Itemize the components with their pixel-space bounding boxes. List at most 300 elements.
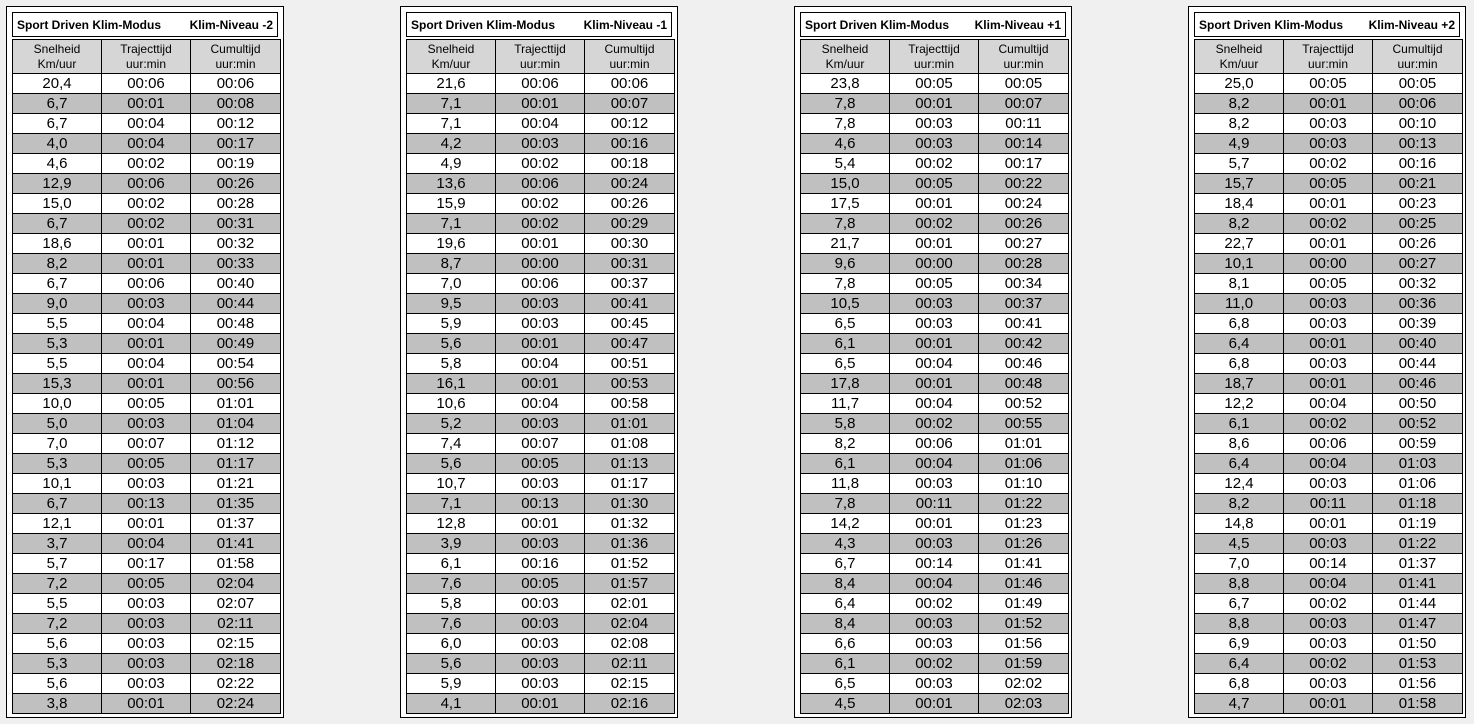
speed-cell: 7,2 [13, 614, 102, 634]
segment-time-cell: 00:01 [1284, 94, 1373, 114]
table-row [407, 154, 675, 174]
cumulative-time-cell: 01:21 [191, 474, 281, 494]
cumulative-time-cell: 00:37 [585, 274, 675, 294]
table-row [801, 434, 1069, 454]
speed-cell: 23,8 [801, 74, 890, 94]
cumulative-time-cell: 00:32 [191, 234, 281, 254]
segment-time-cell: 00:04 [890, 574, 979, 594]
speed-header-line1: Snelheid [427, 41, 475, 56]
table-row [13, 694, 281, 714]
table-row [407, 274, 675, 294]
speed-header [1195, 40, 1284, 74]
speed-cell: 17,8 [801, 374, 890, 394]
segment-time-cell: 00:07 [102, 434, 191, 454]
cumulative-time-cell: 00:34 [979, 274, 1069, 294]
segment-time-cell: 00:06 [890, 434, 979, 454]
segment-time-cell: 00:01 [1284, 194, 1373, 214]
speed-cell: 7,8 [801, 274, 890, 294]
speed-cell: 7,1 [407, 94, 496, 114]
cumulative-time-cell: 01:30 [585, 494, 675, 514]
segment-time-cell: 00:03 [1284, 534, 1373, 554]
segment-time-cell: 00:06 [102, 174, 191, 194]
table-row [801, 554, 1069, 574]
cumulative-time-cell: 00:52 [1373, 414, 1463, 434]
table-row [13, 614, 281, 634]
segment-time-cell: 00:05 [890, 274, 979, 294]
cumulative-time-cell: 00:48 [191, 314, 281, 334]
schedule-table [1194, 39, 1463, 714]
cumulative-time-cell: 00:26 [979, 214, 1069, 234]
speed-cell: 4,2 [407, 134, 496, 154]
speed-cell: 6,7 [13, 274, 102, 294]
cumulative-time-cell: 00:31 [585, 254, 675, 274]
segment-time-cell: 00:01 [1284, 694, 1373, 714]
table-row [407, 334, 675, 354]
table-row [407, 534, 675, 554]
segment-time-cell: 00:01 [890, 334, 979, 354]
cumulative-time-cell: 01:10 [979, 474, 1069, 494]
segment-time-cell: 00:02 [1284, 214, 1373, 234]
table-row [1195, 374, 1463, 394]
cumulative-time-cell: 02:15 [191, 634, 281, 654]
segment-time-cell: 00:04 [496, 354, 585, 374]
table-row [801, 354, 1069, 374]
table-row [13, 514, 281, 534]
panel-header [12, 12, 278, 37]
speed-cell: 11,0 [1195, 294, 1284, 314]
table-row [13, 434, 281, 454]
speed-cell: 5,8 [407, 594, 496, 614]
segment-time-cell: 00:02 [102, 214, 191, 234]
cumulative-time-cell: 01:26 [979, 534, 1069, 554]
speed-cell: 8,4 [801, 574, 890, 594]
table-row [801, 654, 1069, 674]
speed-cell: 4,9 [1195, 134, 1284, 154]
cumulative-time-cell: 00:06 [191, 74, 281, 94]
segment-time-cell: 00:03 [102, 674, 191, 694]
speed-cell: 6,4 [801, 594, 890, 614]
cumul-header-line1: Cumultijd [604, 41, 655, 56]
table-row [13, 354, 281, 374]
speed-cell: 7,8 [801, 114, 890, 134]
cumulative-time-cell: 00:05 [979, 74, 1069, 94]
segment-time-cell: 00:04 [890, 454, 979, 474]
speed-cell: 8,2 [801, 434, 890, 454]
cumulative-time-cell: 01:06 [979, 454, 1069, 474]
speed-cell: 9,6 [801, 254, 890, 274]
segment-time-cell: 00:04 [1284, 394, 1373, 414]
speed-cell: 7,8 [801, 94, 890, 114]
cumulative-time-cell: 00:17 [191, 134, 281, 154]
speed-cell: 5,6 [407, 454, 496, 474]
segment-time-cell: 00:13 [102, 494, 191, 514]
table-row [1195, 394, 1463, 414]
cumulative-time-cell: 01:01 [585, 414, 675, 434]
cumulative-time-cell: 01:57 [585, 574, 675, 594]
segment-time-cell: 00:05 [496, 574, 585, 594]
speed-cell: 6,1 [1195, 414, 1284, 434]
climb-level-label: Klim-Niveau -1 [583, 17, 667, 32]
cumulative-time-cell: 01:18 [1373, 494, 1463, 514]
cumulative-time-cell: 02:11 [191, 614, 281, 634]
table-row [801, 74, 1069, 94]
segment-time-cell: 00:03 [1284, 114, 1373, 134]
table-panel-klim-niveau-min2 [6, 6, 284, 718]
table-row [1195, 534, 1463, 554]
cumulative-time-cell: 00:10 [1373, 114, 1463, 134]
table-row [801, 514, 1069, 534]
segment-time-cell: 00:03 [496, 474, 585, 494]
speed-cell: 15,3 [13, 374, 102, 394]
cumulative-time-cell: 00:26 [191, 174, 281, 194]
speed-cell: 6,5 [801, 674, 890, 694]
segment-time-cell: 00:01 [890, 234, 979, 254]
speed-header-line2: Km/uur [431, 56, 471, 71]
segment-time-cell: 00:03 [890, 314, 979, 334]
segment-time-cell: 00:01 [102, 234, 191, 254]
table-row [13, 574, 281, 594]
cumulative-time-cell: 01:47 [1373, 614, 1463, 634]
segment-time-cell: 00:01 [102, 514, 191, 534]
segment-time-cell: 00:03 [102, 414, 191, 434]
segment-time-cell: 00:03 [1284, 314, 1373, 334]
cumulative-time-cell: 00:40 [191, 274, 281, 294]
segment-time-cell: 00:03 [496, 534, 585, 554]
speed-cell: 7,1 [407, 494, 496, 514]
table-row [13, 654, 281, 674]
speed-cell: 8,6 [1195, 434, 1284, 454]
cumulative-time-cell: 00:16 [585, 134, 675, 154]
table-row [407, 494, 675, 514]
cumulative-time-cell: 00:23 [1373, 194, 1463, 214]
speed-cell: 4,6 [13, 154, 102, 174]
cumulative-time-cell: 00:41 [585, 294, 675, 314]
speed-cell: 8,2 [1195, 94, 1284, 114]
segment-time-cell: 00:03 [102, 634, 191, 654]
table-row [801, 134, 1069, 154]
segment-time-cell: 00:03 [102, 474, 191, 494]
table-row [801, 174, 1069, 194]
table-row [1195, 234, 1463, 254]
table-row [801, 694, 1069, 714]
segment-header-line2: uur:min [1307, 56, 1348, 71]
speed-cell: 4,1 [407, 694, 496, 714]
table-row [801, 114, 1069, 134]
cumulative-time-cell: 02:08 [585, 634, 675, 654]
cumul-header-line2: uur:min [1003, 56, 1044, 71]
segment-time-cell: 00:03 [496, 594, 585, 614]
speed-cell: 6,7 [13, 114, 102, 134]
cumulative-time-cell: 01:56 [1373, 674, 1463, 694]
speed-cell: 7,0 [13, 434, 102, 454]
table-row [407, 394, 675, 414]
speed-cell: 16,1 [407, 374, 496, 394]
speed-header-line2: Km/uur [37, 56, 77, 71]
speed-cell: 15,0 [801, 174, 890, 194]
cumulative-time-cell: 01:41 [191, 534, 281, 554]
cumul-header-line2: uur:min [609, 56, 650, 71]
table-row [407, 254, 675, 274]
segment-time-cell: 00:04 [1284, 574, 1373, 594]
segment-time-cell: 00:03 [496, 414, 585, 434]
climb-level-label: Klim-Niveau -2 [189, 17, 273, 32]
table-row [13, 234, 281, 254]
cumulative-time-header [585, 40, 675, 74]
table-row [407, 634, 675, 654]
table-row [801, 634, 1069, 654]
table-row [1195, 434, 1463, 454]
segment-time-cell: 00:05 [890, 74, 979, 94]
table-row [1195, 354, 1463, 374]
table-row [801, 314, 1069, 334]
segment-time-cell: 00:13 [496, 494, 585, 514]
speed-cell: 10,7 [407, 474, 496, 494]
panel-header [1194, 12, 1460, 37]
segment-header-line1: Trajecttijd [514, 41, 566, 56]
table-row [13, 74, 281, 94]
table-row [407, 234, 675, 254]
table-row [13, 114, 281, 134]
speed-cell: 18,6 [13, 234, 102, 254]
speed-cell: 20,4 [13, 74, 102, 94]
speed-cell: 10,1 [1195, 254, 1284, 274]
speed-cell: 4,0 [13, 134, 102, 154]
segment-time-cell: 00:04 [102, 354, 191, 374]
cumulative-time-cell: 00:18 [585, 154, 675, 174]
table-row [801, 274, 1069, 294]
speed-header [801, 40, 890, 74]
table-row [1195, 694, 1463, 714]
speed-cell: 8,2 [1195, 114, 1284, 134]
segment-time-cell: 00:05 [496, 454, 585, 474]
speed-cell: 5,7 [1195, 154, 1284, 174]
table-row [407, 94, 675, 114]
cumulative-time-cell: 00:54 [191, 354, 281, 374]
speed-cell: 8,8 [1195, 574, 1284, 594]
speed-cell: 8,1 [1195, 274, 1284, 294]
table-row [801, 294, 1069, 314]
segment-time-cell: 00:02 [1284, 154, 1373, 174]
table-row [801, 494, 1069, 514]
table-row [407, 694, 675, 714]
segment-time-cell: 00:03 [890, 114, 979, 134]
speed-cell: 6,7 [13, 494, 102, 514]
speed-cell: 7,2 [13, 574, 102, 594]
cumulative-time-cell: 01:56 [979, 634, 1069, 654]
schedule-table [12, 39, 281, 714]
speed-cell: 7,1 [407, 114, 496, 134]
segment-time-cell: 00:01 [102, 374, 191, 394]
table-row [801, 194, 1069, 214]
cumulative-time-cell: 00:46 [1373, 374, 1463, 394]
table-panel-klim-niveau-plus1 [794, 6, 1072, 718]
segment-time-cell: 00:02 [496, 154, 585, 174]
cumulative-time-cell: 02:11 [585, 654, 675, 674]
segment-time-cell: 00:04 [1284, 454, 1373, 474]
speed-cell: 6,8 [1195, 314, 1284, 334]
cumulative-time-cell: 00:31 [191, 214, 281, 234]
table-row [407, 414, 675, 434]
cumulative-time-cell: 01:36 [585, 534, 675, 554]
cumulative-time-cell: 00:21 [1373, 174, 1463, 194]
segment-time-cell: 00:02 [496, 194, 585, 214]
speed-cell: 8,2 [1195, 214, 1284, 234]
segment-time-cell: 00:01 [890, 194, 979, 214]
cumulative-time-cell: 01:08 [585, 434, 675, 454]
speed-cell: 5,7 [13, 554, 102, 574]
speed-header-line1: Snelheid [1215, 41, 1263, 56]
segment-time-cell: 00:03 [102, 654, 191, 674]
speed-cell: 15,7 [1195, 174, 1284, 194]
segment-time-cell: 00:03 [890, 474, 979, 494]
cumulative-time-cell: 00:28 [979, 254, 1069, 274]
cumul-header-line1: Cumultijd [210, 41, 261, 56]
segment-time-cell: 00:01 [496, 234, 585, 254]
table-row [1195, 314, 1463, 334]
cumulative-time-cell: 00:27 [1373, 254, 1463, 274]
speed-cell: 6,1 [801, 654, 890, 674]
segment-time-cell: 00:04 [102, 114, 191, 134]
cumulative-time-cell: 00:28 [191, 194, 281, 214]
table-row [407, 434, 675, 454]
cumulative-time-cell: 02:18 [191, 654, 281, 674]
segment-time-cell: 00:11 [1284, 494, 1373, 514]
speed-header-line2: Km/uur [1219, 56, 1259, 71]
speed-cell: 12,2 [1195, 394, 1284, 414]
table-row [801, 474, 1069, 494]
speed-cell: 5,6 [13, 634, 102, 654]
segment-header-line2: uur:min [519, 56, 560, 71]
speed-cell: 7,4 [407, 434, 496, 454]
table-row [407, 114, 675, 134]
segment-time-cell: 00:03 [890, 634, 979, 654]
speed-cell: 5,6 [407, 654, 496, 674]
cumulative-time-cell: 01:22 [1373, 534, 1463, 554]
table-row [801, 454, 1069, 474]
segment-time-cell: 00:03 [1284, 294, 1373, 314]
table-row [13, 334, 281, 354]
table-row [13, 594, 281, 614]
cumulative-time-cell: 00:26 [585, 194, 675, 214]
segment-time-cell: 00:01 [496, 334, 585, 354]
table-row [1195, 134, 1463, 154]
panel-header [800, 12, 1066, 37]
table-row [801, 214, 1069, 234]
segment-time-cell: 00:03 [1284, 634, 1373, 654]
table-row [801, 674, 1069, 694]
table-row [801, 254, 1069, 274]
speed-cell: 8,2 [1195, 494, 1284, 514]
segment-time-cell: 00:05 [102, 454, 191, 474]
table-row [13, 294, 281, 314]
segment-time-cell: 00:05 [102, 394, 191, 414]
cumulative-time-cell: 00:59 [1373, 434, 1463, 454]
speed-cell: 12,1 [13, 514, 102, 534]
speed-header-line2: Km/uur [825, 56, 865, 71]
cumulative-time-cell: 01:44 [1373, 594, 1463, 614]
table-row [407, 354, 675, 374]
speed-cell: 10,1 [13, 474, 102, 494]
segment-time-cell: 00:03 [1284, 354, 1373, 374]
speed-cell: 7,6 [407, 614, 496, 634]
table-row [407, 654, 675, 674]
segment-time-cell: 00:06 [496, 174, 585, 194]
cumulative-time-cell: 00:25 [1373, 214, 1463, 234]
table-row [407, 594, 675, 614]
segment-time-cell: 00:00 [496, 254, 585, 274]
table-row [407, 194, 675, 214]
table-row [407, 374, 675, 394]
segment-time-cell: 00:03 [890, 614, 979, 634]
speed-cell: 8,8 [1195, 614, 1284, 634]
segment-time-cell: 00:01 [496, 514, 585, 534]
cumulative-time-cell: 00:48 [979, 374, 1069, 394]
table-row [801, 414, 1069, 434]
table-row [1195, 254, 1463, 274]
cumulative-time-cell: 00:51 [585, 354, 675, 374]
cumulative-time-cell: 01:50 [1373, 634, 1463, 654]
segment-time-cell: 00:03 [496, 294, 585, 314]
segment-header-line2: uur:min [913, 56, 954, 71]
cumulative-time-cell: 02:07 [191, 594, 281, 614]
cumulative-time-cell: 00:30 [585, 234, 675, 254]
table-row [13, 194, 281, 214]
cumulative-time-cell: 01:17 [585, 474, 675, 494]
segment-time-cell: 00:06 [102, 74, 191, 94]
speed-cell: 10,6 [407, 394, 496, 414]
speed-cell: 22,7 [1195, 234, 1284, 254]
segment-time-header [102, 40, 191, 74]
table-row [1195, 594, 1463, 614]
segment-time-cell: 00:03 [890, 294, 979, 314]
cumulative-time-cell: 01:06 [1373, 474, 1463, 494]
table-row [13, 314, 281, 334]
speed-cell: 5,8 [801, 414, 890, 434]
cumulative-time-cell: 00:47 [585, 334, 675, 354]
segment-time-cell: 00:14 [1284, 554, 1373, 574]
header-row [13, 40, 281, 74]
table-row [1195, 654, 1463, 674]
speed-cell: 3,8 [13, 694, 102, 714]
cumulative-time-cell: 00:42 [979, 334, 1069, 354]
segment-time-cell: 00:03 [496, 614, 585, 634]
segment-time-cell: 00:02 [1284, 594, 1373, 614]
speed-cell: 15,9 [407, 194, 496, 214]
table-row [801, 334, 1069, 354]
cumulative-time-cell: 01:41 [979, 554, 1069, 574]
cumulative-time-cell: 00:58 [585, 394, 675, 414]
segment-time-cell: 00:02 [890, 414, 979, 434]
table-row [1195, 574, 1463, 594]
cumulative-time-cell: 00:05 [1373, 74, 1463, 94]
segment-time-cell: 00:02 [890, 594, 979, 614]
speed-cell: 6,1 [801, 454, 890, 474]
cumulative-time-cell: 00:52 [979, 394, 1069, 414]
cumulative-time-cell: 01:01 [191, 394, 281, 414]
cumulative-time-cell: 00:13 [1373, 134, 1463, 154]
cumulative-time-cell: 01:35 [191, 494, 281, 514]
speed-cell: 18,7 [1195, 374, 1284, 394]
cumulative-time-cell: 00:33 [191, 254, 281, 274]
speed-cell: 12,4 [1195, 474, 1284, 494]
cumulative-time-cell: 01:58 [191, 554, 281, 574]
cumulative-time-header [1373, 40, 1463, 74]
segment-time-cell: 00:06 [1284, 434, 1373, 454]
table-row [1195, 474, 1463, 494]
speed-cell: 7,0 [1195, 554, 1284, 574]
speed-cell: 10,5 [801, 294, 890, 314]
table-panel-klim-niveau-plus2 [1188, 6, 1466, 718]
